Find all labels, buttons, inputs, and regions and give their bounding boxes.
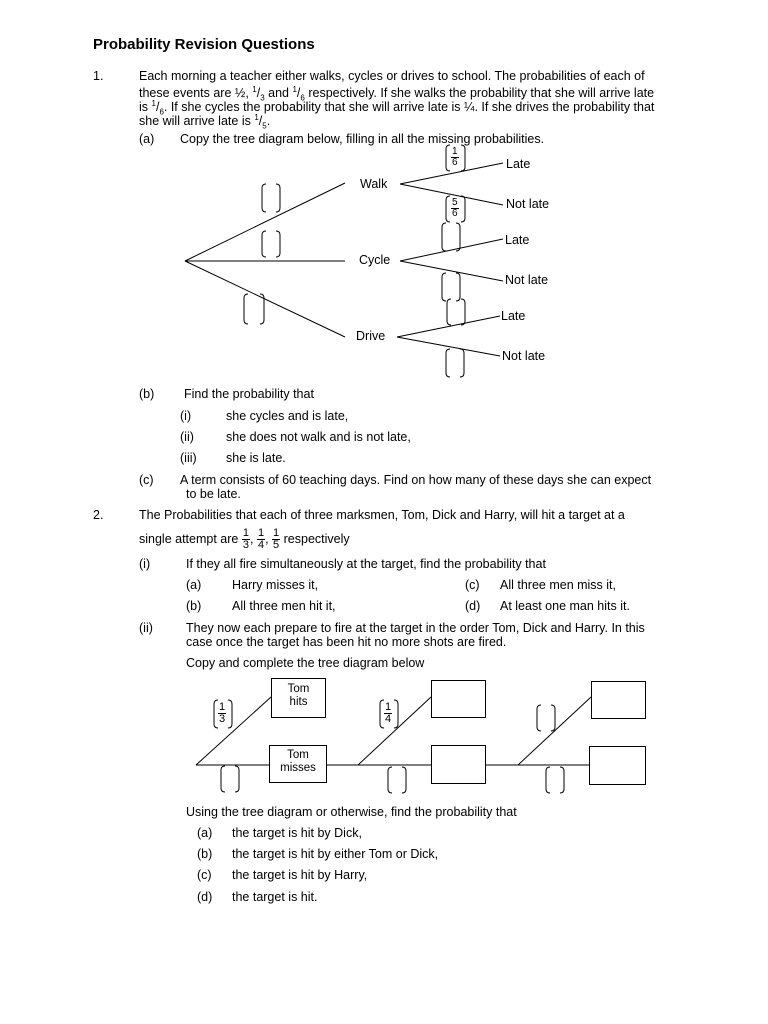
q2-i-d-text: At least one man hits it. <box>500 599 630 613</box>
box-tom-misses: Tom misses <box>269 745 327 783</box>
q2-i-label: (i) <box>139 557 151 571</box>
q2-i-b-text: All three men hit it, <box>232 599 336 613</box>
q1-b-i-label: (i) <box>180 409 192 423</box>
q2-using-a-label: (a) <box>197 826 213 840</box>
q1-b-text: Find the probability that <box>184 387 314 401</box>
box-dick-misses <box>431 745 486 784</box>
q2-i-b-label: (b) <box>186 599 202 613</box>
q2-ii-line1: They now each prepare to fire at the target in the order Tom, Dick and Harry. In this <box>186 621 645 635</box>
q2-using-d-label: (d) <box>197 890 213 904</box>
q1-c-line2: to be late. <box>186 487 241 501</box>
leaf-walk-late: Late <box>506 157 531 171</box>
q2-using-d-text: the target is hit. <box>232 890 318 904</box>
q2-line1: The Probabilities that each of three marksmen, Tom, Dick and Harry, will hit a target at a <box>139 508 625 522</box>
q2-i-a-text: Harry misses it, <box>232 578 319 592</box>
blank-cycle-late <box>442 223 460 251</box>
q2-using-b-text: the target is hit by either Tom or Dick, <box>232 847 439 861</box>
branch-walk <box>185 183 345 261</box>
blank-walk-prob <box>262 184 280 212</box>
node-walk: Walk <box>360 177 388 191</box>
frac-dick: $\frac{1}{4}$ <box>257 527 265 551</box>
branch-drive-late <box>397 316 500 337</box>
q1-line4: she will arrive late is $^1/_5$. <box>139 113 271 131</box>
q2-ii-line2: case once the target has been hit no more shots are fired. <box>186 635 507 649</box>
q1-c-line1: A term consists of 60 teaching days. Find on how many of these days she can expect <box>180 473 652 487</box>
node-cycle: Cycle <box>359 253 391 267</box>
prob-tom-hits: 1 3 <box>219 701 226 725</box>
q2-ii-copy: Copy and complete the tree diagram below <box>186 656 425 670</box>
q1-b-iii-label: (iii) <box>180 451 197 465</box>
frac-tom: $\frac{1}{3}$ <box>242 527 249 551</box>
q1-number: 1. <box>93 69 104 83</box>
box-tom-hits: Tom hits <box>271 678 326 718</box>
branch-drive <box>185 261 345 337</box>
q1-a-label: (a) <box>139 132 155 146</box>
blank-drive-prob <box>244 294 264 324</box>
q2-i-c-label: (c) <box>465 578 480 592</box>
blank-cycle-notlate <box>442 273 460 301</box>
blank-cycle-prob <box>262 231 280 257</box>
blank-drive-late <box>447 299 465 325</box>
q1-b-i-text: she cycles and is late, <box>226 409 349 423</box>
q2-using-b-label: (b) <box>197 847 213 861</box>
q2-i-d-label: (d) <box>465 599 481 613</box>
blank-drive-notlate <box>446 349 464 377</box>
q1-b-label: (b) <box>139 387 155 401</box>
prob-dick-hits: 1 4 <box>385 701 392 725</box>
q2-number: 2. <box>93 508 104 522</box>
box-dick-hits <box>431 680 486 718</box>
q2-i-text: If they all fire simultaneously at the target, find the probability that <box>186 557 546 571</box>
frac-harry: $\frac{1}{5}$ <box>273 527 280 551</box>
box-harry-misses <box>589 746 646 785</box>
q2-using: Using the tree diagram or otherwise, find the probability that <box>186 805 517 819</box>
branch-drive-notlate <box>397 337 500 356</box>
q1-b-ii-text: she does not walk and is not late, <box>226 430 411 444</box>
q1-b-iii-text: she is late. <box>226 451 286 465</box>
leaf-cycle-late: Late <box>505 233 530 247</box>
q1-line2: these events are ½, $^1/_3$ and $^1/_6$ respectively. If she walks the probability that she will arrive late <box>139 85 655 103</box>
leaf-walk-notlate: Not late <box>506 197 550 211</box>
q2-i-c-text: All three men miss it, <box>500 578 617 592</box>
prob-walk-notlate: 5 6 <box>452 197 458 219</box>
leaf-drive-late: Late <box>501 309 526 323</box>
prob-walk-late: 1 6 <box>452 146 458 168</box>
q2-using-c-text: the target is hit by Harry, <box>232 868 368 882</box>
q1-a-text: Copy the tree diagram below, filling in all the missing probabilities. <box>180 132 545 146</box>
q2-ii-label: (ii) <box>139 621 153 635</box>
branch-cycle-notlate <box>400 261 503 281</box>
q2-i-a-label: (a) <box>186 578 202 592</box>
leaf-cycle-notlate: Not late <box>505 273 549 287</box>
q1-line3: is $^1/_6$. If she cycles the probability that she will arrive late is ¼. If she drives the probability that <box>139 99 655 117</box>
q2-using-c-label: (c) <box>197 868 212 882</box>
q1-line1: Each morning a teacher either walks, cycles or drives to school. The probabilities of each of <box>139 69 645 83</box>
q2-line2: single attempt are $\frac{1}{3}$ , $\frac{1}{4}$ , $\frac{1}{5}$ respectively <box>139 527 350 551</box>
q2-using-a-text: the target is hit by Dick, <box>232 826 362 840</box>
box-harry-hits <box>591 681 646 719</box>
leaf-drive-notlate: Not late <box>502 349 546 363</box>
q1-b-ii-label: (ii) <box>180 430 194 444</box>
page-title: Probability Revision Questions <box>93 36 315 53</box>
node-drive: Drive <box>356 329 386 343</box>
branch-cycle-late <box>400 239 503 261</box>
q1-c-label: (c) <box>139 473 154 487</box>
